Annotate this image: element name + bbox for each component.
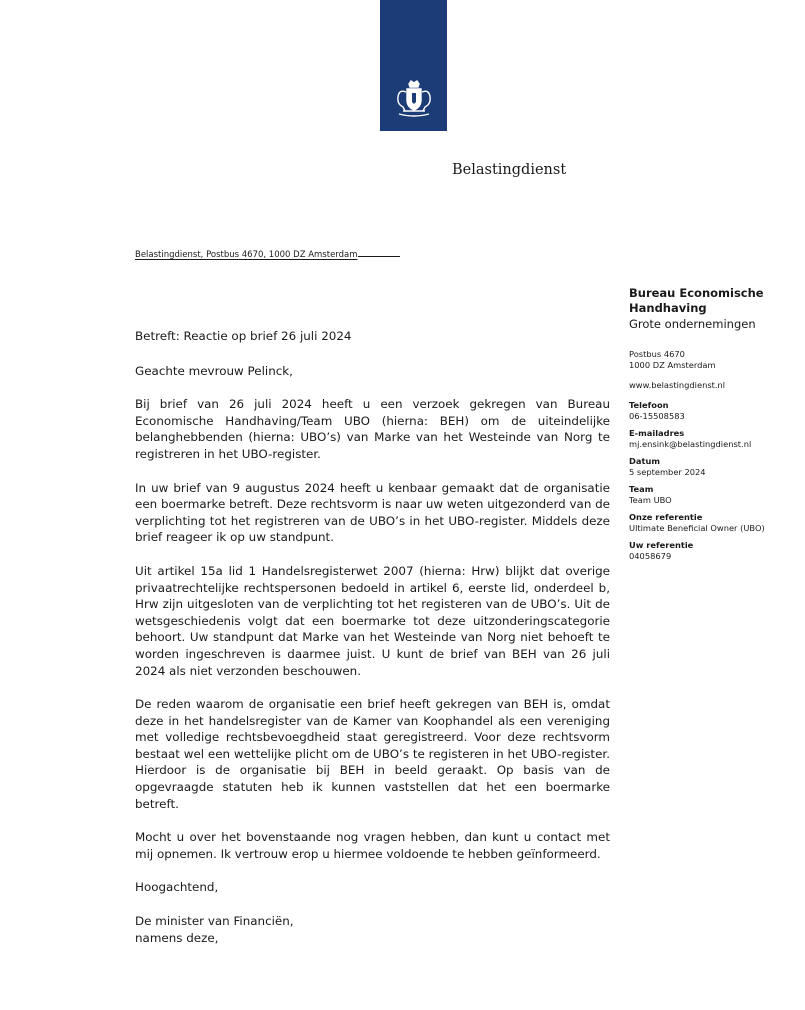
paragraph-3: Uit artikel 15a lid 1 Handelsregisterwet 2007 (hierna: Hrw) blijkt dat overige privaatrechtelijke rechtspersonen bedoeld in artikel 6, eerste lid, onderdeel b, Hrw zijn uitgesloten van de verplichting tot het registeren van de UBO’s. Uit de wetsgeschiedenis volgt dat een boermarke tot deze uitzonderingscategorie behoort. Uw standpunt dat Marke van het Westeinde van Norg niet behoeft te worden ingeschreven is daarmee juist. U kunt de brief van BEH van 26 juli 2024 als niet verzonden beschouwen.	[135, 563, 610, 678]
logo-band	[380, 0, 447, 131]
email-label: E-mailadres	[629, 428, 685, 438]
org-name: Belastingdienst	[452, 162, 567, 178]
phone-value: 06-15508583	[629, 411, 685, 421]
phone-label: Telefoon	[629, 400, 669, 410]
date-value: 5 september 2024	[629, 467, 706, 477]
team-label: Team	[629, 484, 654, 494]
your-reference-value: 04058679	[629, 551, 672, 561]
website-link[interactable]: www.belastingdienst.nl	[629, 380, 726, 390]
department-line-2: Handhaving	[629, 301, 707, 315]
paragraph-1: Bij brief van 26 juli 2024 heeft u een verzoek gekregen van Bureau Economische Handhaving/Team UBO (hierna: BEH) om de uiteindelijke belanghebbenden (hierna: UBO’s) van Marke van het Westeinde van Norg te registreren in het UBO-register.	[135, 397, 610, 461]
signature-line-2: namens deze,	[135, 930, 219, 945]
letter-body	[135, 328, 610, 946]
letter-closing: Hoogachtend,	[135, 880, 219, 895]
sender-info-column	[629, 286, 799, 562]
department-line-1: Bureau Economische	[629, 286, 764, 300]
return-address-underline	[358, 247, 400, 257]
postcode-city: 1000 DZ Amsterdam	[629, 360, 716, 370]
return-address	[135, 247, 400, 260]
our-reference-value: Ultimate Beneficial Owner (UBO)	[629, 523, 765, 533]
paragraph-4: De reden waarom de organisatie een brief heeft gekregen van BEH is, omdat deze in het handelsregister van de Kamer van Koophandel als een vereniging met volledige rechtsbevoegdheid staat geregistreerd. Voor deze rechtsvorm bestaat wel een wettelijke plicht om de UBO’s te registeren in het UBO-register. Hierdoor is de organisatie bij BEH in beeld geraakt. Op basis van de opgevraagde statuten heb ik kunnen vaststellen dat het een boermarke betreft.	[135, 697, 610, 811]
your-reference-label: Uw referentie	[629, 540, 694, 550]
postbus: Postbus 4670	[629, 349, 685, 359]
signature-line-1: De minister van Financiën,	[135, 914, 294, 929]
return-address-text: Belastingdienst, Postbus 4670, 1000 DZ Amsterdam	[135, 250, 358, 260]
paragraph-2: In uw brief van 9 augustus 2024 heeft u kenbaar gemaakt dat de organisatie een boermarke betreft. Deze rechtsvorm is naar uw weten uitgezonderd van de verplichting tot het registreren van de UBO’s in het UBO-register. Middels deze brief reageer ik op uw standpunt.	[135, 480, 611, 545]
team-value: Team UBO	[629, 495, 672, 505]
letter-salutation: Geachte mevrouw Pelinck,	[135, 363, 293, 378]
royal-coat-of-arms-icon	[394, 80, 434, 118]
letter-subject: Betreft: Reactie op brief 26 juli 2024	[135, 329, 352, 343]
date-label: Datum	[629, 456, 661, 466]
our-reference-label: Onze referentie	[629, 512, 703, 522]
subdepartment: Grote ondernemingen	[629, 317, 756, 331]
email-value[interactable]: mj.ensink@belastingdienst.nl	[629, 439, 752, 449]
paragraph-5: Mocht u over het bovenstaande nog vragen hebben, dan kunt u contact met mij opnemen. Ik vertrouw erop u hiermee voldoende te hebben geïnformeerd.	[135, 830, 610, 861]
